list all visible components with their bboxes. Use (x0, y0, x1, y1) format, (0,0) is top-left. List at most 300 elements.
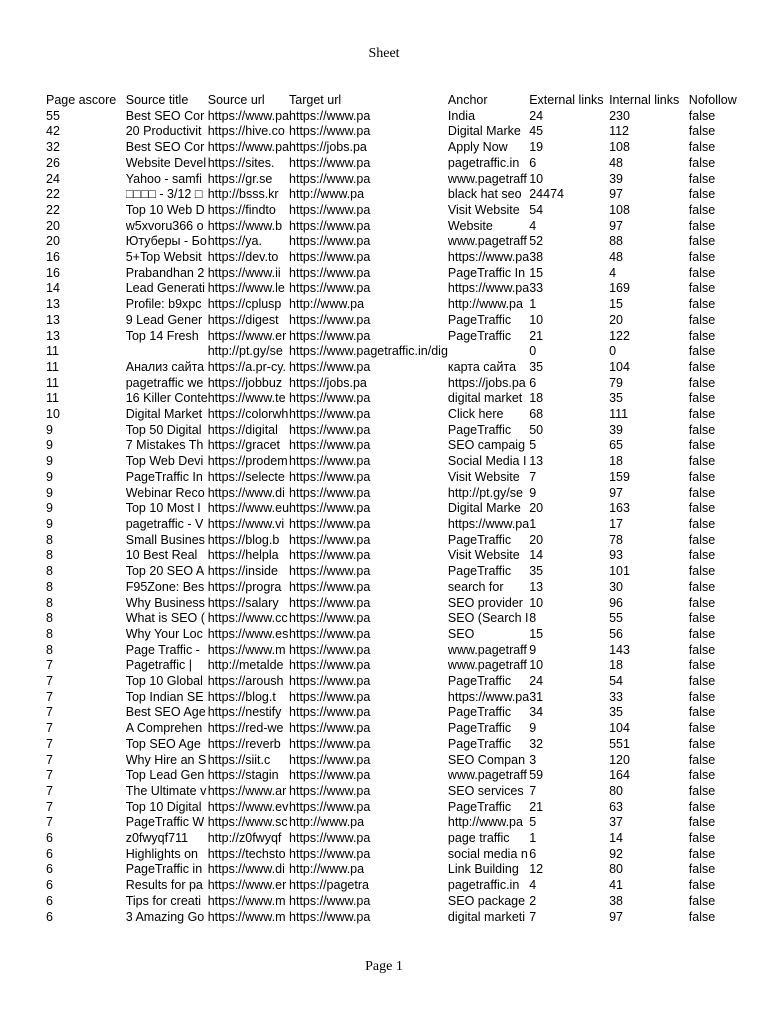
cell-external-links: 34 (529, 705, 544, 720)
cell-nofollow: false (688, 155, 716, 170)
cell-anchor: http://pt.gy/se (447, 485, 523, 500)
cell-target-url: https://www.pa (289, 626, 371, 641)
cell-internal-links: 230 (609, 108, 630, 123)
cell-nofollow: false (688, 705, 716, 720)
cell-nofollow: false (688, 595, 716, 610)
cell-nofollow: false (688, 108, 716, 123)
cell-external-links: 14 (529, 548, 544, 563)
cell-source-url: https://cplusp (207, 297, 282, 312)
cell-source-title: A Comprehen (125, 721, 203, 736)
cell-page-ascore: 22 (46, 187, 60, 202)
cell-page-ascore: 32 (46, 140, 60, 155)
cell-internal-links: 0 (609, 344, 617, 359)
cell-source-title: Pagetraffic | (125, 658, 192, 673)
cell-external-links: 7 (529, 909, 537, 924)
cell-page-ascore: 26 (46, 155, 60, 170)
cell-target-url: https://jobs.pa (289, 375, 367, 390)
cell-page-ascore: 6 (46, 909, 53, 924)
column-header: Nofollow (688, 93, 737, 107)
cell-anchor: http://www.pa (447, 297, 523, 312)
cell-anchor: Visit Website (447, 202, 520, 217)
cell-internal-links: 48 (609, 155, 623, 170)
cell-target-url: https://www.pa (289, 155, 371, 170)
cell-target-url: https://www.pa (289, 893, 371, 908)
cell-page-ascore: 7 (46, 752, 53, 767)
cell-page-ascore: 8 (46, 532, 53, 547)
cell-anchor: PageTraffic (447, 312, 512, 327)
cell-external-links: 10 (529, 171, 544, 186)
cell-anchor: www.pagetraff (447, 234, 527, 249)
table-row (46, 580, 768, 596)
cell-internal-links: 101 (609, 564, 630, 579)
cell-nofollow: false (688, 516, 716, 531)
cell-source-url: http://bsss.kr (207, 187, 279, 202)
cell-nofollow: false (688, 721, 716, 736)
table-row (46, 910, 768, 926)
cell-source-url: https://www.er (207, 328, 287, 343)
cell-nofollow: false (688, 250, 716, 265)
cell-nofollow: false (688, 611, 716, 626)
cell-external-links: 20 (529, 532, 544, 547)
cell-internal-links: 92 (609, 846, 623, 861)
column-header: Source url (207, 93, 265, 107)
cell-source-url: https://digest (207, 312, 279, 327)
cell-anchor: digital marketi (447, 909, 526, 924)
column-header: Anchor (447, 93, 488, 107)
cell-nofollow: false (688, 564, 716, 579)
cell-page-ascore: 7 (46, 768, 53, 783)
table-row (46, 187, 768, 203)
cell-anchor: Digital Marke (447, 501, 521, 516)
cell-source-url: https://findto (207, 202, 276, 217)
cell-internal-links: 18 (609, 658, 623, 673)
cell-nofollow: false (688, 626, 716, 641)
cell-page-ascore: 7 (46, 783, 53, 798)
cell-source-url: https://aroush (207, 674, 284, 689)
cell-page-ascore: 6 (46, 846, 53, 861)
table-row (46, 658, 768, 674)
cell-anchor: https://www.pa (447, 689, 530, 704)
cell-source-title: Top 10 Global (125, 674, 203, 689)
cell-nofollow: false (688, 281, 716, 296)
table-row (46, 172, 768, 188)
cell-page-ascore: 9 (46, 469, 53, 484)
cell-anchor: PageTraffic (447, 736, 512, 751)
table-row (46, 737, 768, 753)
cell-external-links: 0 (529, 344, 537, 359)
cell-page-ascore: 11 (46, 359, 59, 374)
cell-target-url: https://www.pa (289, 705, 371, 720)
cell-internal-links: 111 (609, 407, 629, 422)
cell-external-links: 6 (529, 375, 537, 390)
cell-external-links: 38 (529, 250, 544, 265)
cell-internal-links: 104 (609, 359, 630, 374)
cell-nofollow: false (688, 831, 716, 846)
cell-external-links: 6 (529, 846, 537, 861)
cell-source-url: https://www.eu (207, 501, 290, 516)
table-row (46, 156, 768, 172)
table-row (46, 501, 768, 517)
cell-external-links: 9 (529, 721, 537, 736)
cell-external-links: 13 (529, 579, 544, 594)
cell-target-url: https://www.pa (289, 658, 371, 673)
cell-source-url: https://www.ii (207, 265, 281, 280)
table-row (46, 124, 768, 140)
table-row (46, 753, 768, 769)
cell-anchor: Link Building (447, 862, 519, 877)
cell-source-url: https://blog.t (207, 689, 276, 704)
cell-source-url: https://www.pa (207, 140, 290, 155)
cell-external-links: 5 (529, 438, 537, 453)
cell-source-title: Top Web Devi (125, 454, 204, 469)
cell-target-url: https://pagetra (289, 878, 369, 893)
cell-source-url: https://selecte (207, 469, 285, 484)
table-row (46, 470, 768, 486)
cell-nofollow: false (688, 124, 716, 139)
cell-anchor: SEO campaig (447, 438, 526, 453)
cell-anchor: Digital Marke (447, 124, 521, 139)
cell-source-url: https://prodem (207, 454, 288, 469)
cell-source-title (126, 344, 208, 360)
cell-page-ascore: 42 (46, 124, 60, 139)
cell-target-url: http://www.pa (289, 862, 365, 877)
cell-source-url: https://inside (207, 564, 278, 579)
cell-source-title: Best SEO Age (125, 705, 206, 720)
cell-source-url: https://www.ev (207, 799, 289, 814)
cell-page-ascore: 11 (46, 375, 59, 390)
cell-nofollow: false (688, 391, 716, 406)
cell-page-ascore: 13 (46, 328, 60, 343)
cell-internal-links: 108 (609, 202, 630, 217)
table-row (46, 564, 768, 580)
cell-target-url: https://www.pa (289, 611, 371, 626)
cell-source-url: https://sites. (207, 155, 275, 170)
cell-nofollow: false (688, 407, 716, 422)
cell-internal-links: 65 (609, 438, 623, 453)
cell-nofollow: false (688, 909, 716, 924)
cell-nofollow: false (688, 312, 716, 327)
cell-page-ascore: 7 (46, 815, 53, 830)
cell-target-url: https://www.pa (289, 454, 371, 469)
column-header: Page ascore (46, 93, 117, 107)
table-row (46, 800, 768, 816)
cell-target-url: https://www.pa (289, 846, 371, 861)
table-row (46, 627, 768, 643)
table-row (46, 674, 768, 690)
table-row (46, 831, 768, 847)
cell-target-url: https://www.pa (289, 218, 371, 233)
cell-page-ascore: 20 (46, 218, 60, 233)
cell-nofollow: false (688, 783, 716, 798)
cell-nofollow: false (688, 752, 716, 767)
cell-internal-links: 163 (609, 501, 630, 516)
cell-anchor: Visit Website (447, 469, 520, 484)
cell-source-title: Top 50 Digital (125, 422, 202, 437)
cell-anchor: SEO (447, 626, 475, 641)
cell-target-url: https://www.pa (289, 548, 371, 563)
cell-nofollow: false (688, 736, 716, 751)
cell-anchor: PageTraffic (447, 799, 512, 814)
cell-internal-links: 33 (609, 689, 623, 704)
cell-internal-links: 63 (609, 799, 623, 814)
table-row (46, 611, 768, 627)
cell-source-title: PageTraffic in (125, 862, 203, 877)
cell-nofollow: false (688, 234, 716, 249)
cell-source-url: https://stagin (207, 768, 279, 783)
cell-external-links: 24474 (529, 187, 564, 202)
cell-anchor: www.pagetraff (447, 658, 527, 673)
cell-source-title: 20 Productivit (125, 124, 202, 139)
table-row (46, 486, 768, 502)
cell-external-links: 1 (529, 831, 537, 846)
cell-target-url: https://www.pa (289, 250, 371, 265)
cell-internal-links: 96 (609, 595, 623, 610)
cell-anchor: PageTraffic (447, 721, 512, 736)
cell-internal-links: 164 (609, 768, 630, 783)
cell-external-links: 2 (529, 893, 537, 908)
cell-page-ascore: 8 (46, 579, 53, 594)
cell-page-ascore: 10 (46, 407, 60, 422)
cell-external-links: 59 (529, 768, 544, 783)
cell-nofollow: false (688, 548, 716, 563)
cell-internal-links: 48 (609, 250, 623, 265)
cell-external-links: 32 (529, 736, 544, 751)
cell-page-ascore: 7 (46, 658, 53, 673)
cell-source-url: https://www.pa (207, 108, 290, 123)
cell-page-ascore: 16 (46, 250, 60, 265)
cell-nofollow: false (688, 265, 716, 280)
cell-source-url: https://techsto (207, 846, 286, 861)
cell-nofollow: false (688, 689, 716, 704)
table-row (46, 847, 768, 863)
cell-internal-links: 18 (609, 454, 623, 469)
cell-target-url: https://www.pa (289, 768, 371, 783)
cell-internal-links: 35 (609, 391, 623, 406)
table-row (46, 438, 768, 454)
cell-source-url: https://gr.se (207, 171, 273, 186)
cell-source-url: https://colorwh (207, 407, 289, 422)
cell-nofollow: false (688, 218, 716, 233)
cell-nofollow: false (688, 187, 716, 202)
cell-source-title: Profile: b9xpc (125, 297, 202, 312)
cell-internal-links: 4 (609, 265, 617, 280)
cell-anchor (448, 344, 529, 360)
cell-target-url: https://www.pa (289, 485, 371, 500)
cell-external-links: 68 (529, 407, 544, 422)
cell-source-url: https://blog.b (207, 532, 280, 547)
cell-source-url: https://www.di (207, 862, 285, 877)
cell-nofollow: false (688, 501, 716, 516)
cell-source-url: https://helpla (207, 548, 279, 563)
cell-page-ascore: 14 (46, 281, 60, 296)
cell-source-title: Top Indian SE (125, 689, 204, 704)
cell-internal-links: 93 (609, 548, 623, 563)
cell-source-url: http://pt.gy/se (207, 344, 283, 359)
cell-internal-links: 88 (609, 234, 623, 249)
table-row (46, 234, 768, 250)
cell-anchor: India (447, 108, 476, 123)
cell-nofollow: false (688, 658, 716, 673)
cell-source-title: □□□□ - 3/12 □ (125, 187, 203, 202)
cell-target-url: https://www.pa (289, 202, 371, 217)
cell-source-url: https://a.pr-cy. (207, 359, 286, 374)
cell-external-links: 19 (529, 140, 544, 155)
cell-external-links: 5 (529, 815, 537, 830)
cell-external-links: 6 (529, 155, 537, 170)
cell-nofollow: false (688, 846, 716, 861)
header-row (46, 93, 768, 109)
table-row (46, 423, 768, 439)
cell-source-url: https://red-we (207, 721, 284, 736)
table-row (46, 596, 768, 612)
cell-source-title: Lead Generati (125, 281, 205, 296)
cell-source-title: Highlights on (125, 846, 198, 861)
cell-page-ascore: 9 (46, 485, 53, 500)
cell-anchor: https://www.pa (447, 281, 530, 296)
cell-source-url: https://www.sc (207, 815, 288, 830)
cell-target-url: https://www.pa (289, 312, 371, 327)
table-row (46, 344, 768, 360)
cell-internal-links: 30 (609, 579, 623, 594)
cell-source-title: Why Business (125, 595, 205, 610)
cell-external-links: 24 (529, 674, 544, 689)
cell-source-title: PageTraffic In (125, 469, 203, 484)
cell-external-links: 7 (529, 469, 537, 484)
cell-source-title: 7 Mistakes Th (125, 438, 204, 453)
cell-anchor: Social Media I (447, 454, 527, 469)
cell-anchor: SEO Compan (447, 752, 526, 767)
table-row (46, 313, 768, 329)
cell-target-url: http://www.pa (289, 815, 365, 830)
cell-target-url: https://www.pa (289, 579, 371, 594)
cell-internal-links: 169 (609, 281, 630, 296)
cell-external-links: 15 (529, 626, 544, 641)
cell-target-url: https://www.pa (289, 783, 371, 798)
cell-internal-links: 97 (609, 909, 623, 924)
cell-page-ascore: 8 (46, 564, 53, 579)
cell-internal-links: 122 (609, 328, 630, 343)
cell-page-ascore: 7 (46, 736, 53, 751)
cell-page-ascore: 7 (46, 705, 53, 720)
cell-external-links: 33 (529, 281, 544, 296)
cell-source-title: Best SEO Cor (125, 108, 205, 123)
cell-nofollow: false (688, 375, 716, 390)
cell-internal-links: 79 (609, 375, 623, 390)
cell-page-ascore: 6 (46, 831, 53, 846)
cell-source-url: https://digital (207, 422, 278, 437)
cell-external-links: 45 (529, 124, 544, 139)
cell-external-links: 8 (529, 611, 537, 626)
cell-nofollow: false (688, 674, 716, 689)
cell-anchor: Visit Website (447, 548, 520, 563)
cell-target-url: https://www.pa (289, 328, 371, 343)
cell-target-url: https://www.pa (289, 438, 371, 453)
cell-page-ascore: 20 (46, 234, 60, 249)
cell-source-title: Best SEO Cor (125, 140, 205, 155)
cell-external-links: 15 (529, 265, 544, 280)
cell-source-title: Анализ сайта (125, 359, 205, 374)
cell-source-url: https://www.b (207, 218, 283, 233)
cell-source-url: https://www.es (207, 626, 289, 641)
cell-anchor: PageTraffic (447, 328, 512, 343)
cell-page-ascore: 55 (46, 108, 60, 123)
cell-external-links: 4 (529, 218, 537, 233)
cell-nofollow: false (688, 202, 716, 217)
cell-external-links: 35 (529, 564, 544, 579)
cell-page-ascore: 13 (46, 312, 60, 327)
cell-anchor: Apply Now (447, 140, 508, 155)
cell-anchor: pagetraffic.in (447, 878, 520, 893)
cell-source-title: Top 10 Most I (125, 501, 201, 516)
cell-external-links: 3 (529, 752, 537, 767)
table-row (46, 643, 768, 659)
cell-target-url: https://www.pa (289, 689, 371, 704)
cell-internal-links: 35 (609, 705, 623, 720)
table-row (46, 690, 768, 706)
cell-source-url: https://www.m (207, 642, 286, 657)
cell-source-url: https://www.le (207, 281, 285, 296)
cell-internal-links: 112 (609, 124, 629, 139)
table-row (46, 721, 768, 737)
cell-internal-links: 15 (609, 297, 623, 312)
cell-source-title: Yahoo - samfi (125, 171, 202, 186)
cell-source-url: https://salary (207, 595, 279, 610)
cell-anchor: PageTraffic (447, 674, 512, 689)
table-body (46, 109, 768, 926)
cell-target-url: https://www.pa (289, 407, 371, 422)
cell-target-url: https://www.pa (289, 831, 371, 846)
cell-source-url: https://gracet (207, 438, 280, 453)
cell-page-ascore: 8 (46, 595, 53, 610)
cell-source-url: https://www.te (207, 391, 286, 406)
cell-external-links: 52 (529, 234, 544, 249)
cell-page-ascore: 6 (46, 878, 53, 893)
cell-external-links: 9 (529, 485, 537, 500)
cell-internal-links: 41 (609, 878, 623, 893)
cell-target-url: https://www.pa (289, 108, 371, 123)
cell-internal-links: 120 (609, 752, 630, 767)
cell-internal-links: 14 (609, 831, 623, 846)
cell-source-url: https://www.m (207, 893, 286, 908)
cell-anchor: digital market (447, 391, 523, 406)
cell-target-url: https://www.pa (289, 281, 371, 296)
cell-source-title: Page Traffic - (125, 642, 200, 657)
cell-page-ascore: 24 (46, 171, 60, 186)
cell-target-url: https://www.pa (289, 234, 371, 249)
cell-source-title: What is SEO ( (125, 611, 205, 626)
cell-target-url: https://www.pa (289, 752, 371, 767)
cell-nofollow: false (688, 893, 716, 908)
cell-target-url: https://www.pa (289, 171, 371, 186)
cell-internal-links: 104 (609, 721, 630, 736)
cell-anchor: black hat seo (447, 187, 522, 202)
cell-internal-links: 97 (609, 187, 623, 202)
cell-anchor: pagetraffic.in (447, 155, 520, 170)
cell-source-url: https://www.di (207, 485, 285, 500)
cell-external-links: 13 (529, 454, 544, 469)
table-row (46, 894, 768, 910)
cell-internal-links: 78 (609, 532, 623, 547)
cell-page-ascore: 22 (46, 202, 60, 217)
table-row (46, 533, 768, 549)
cell-target-url: https://www.pagetraffic.in/dig (289, 344, 448, 359)
cell-nofollow: false (688, 642, 716, 657)
cell-page-ascore: 7 (46, 689, 53, 704)
cell-source-title: Tips for creati (125, 893, 201, 908)
cell-internal-links: 108 (609, 140, 630, 155)
cell-nofollow: false (688, 328, 716, 343)
cell-nofollow: false (688, 799, 716, 814)
